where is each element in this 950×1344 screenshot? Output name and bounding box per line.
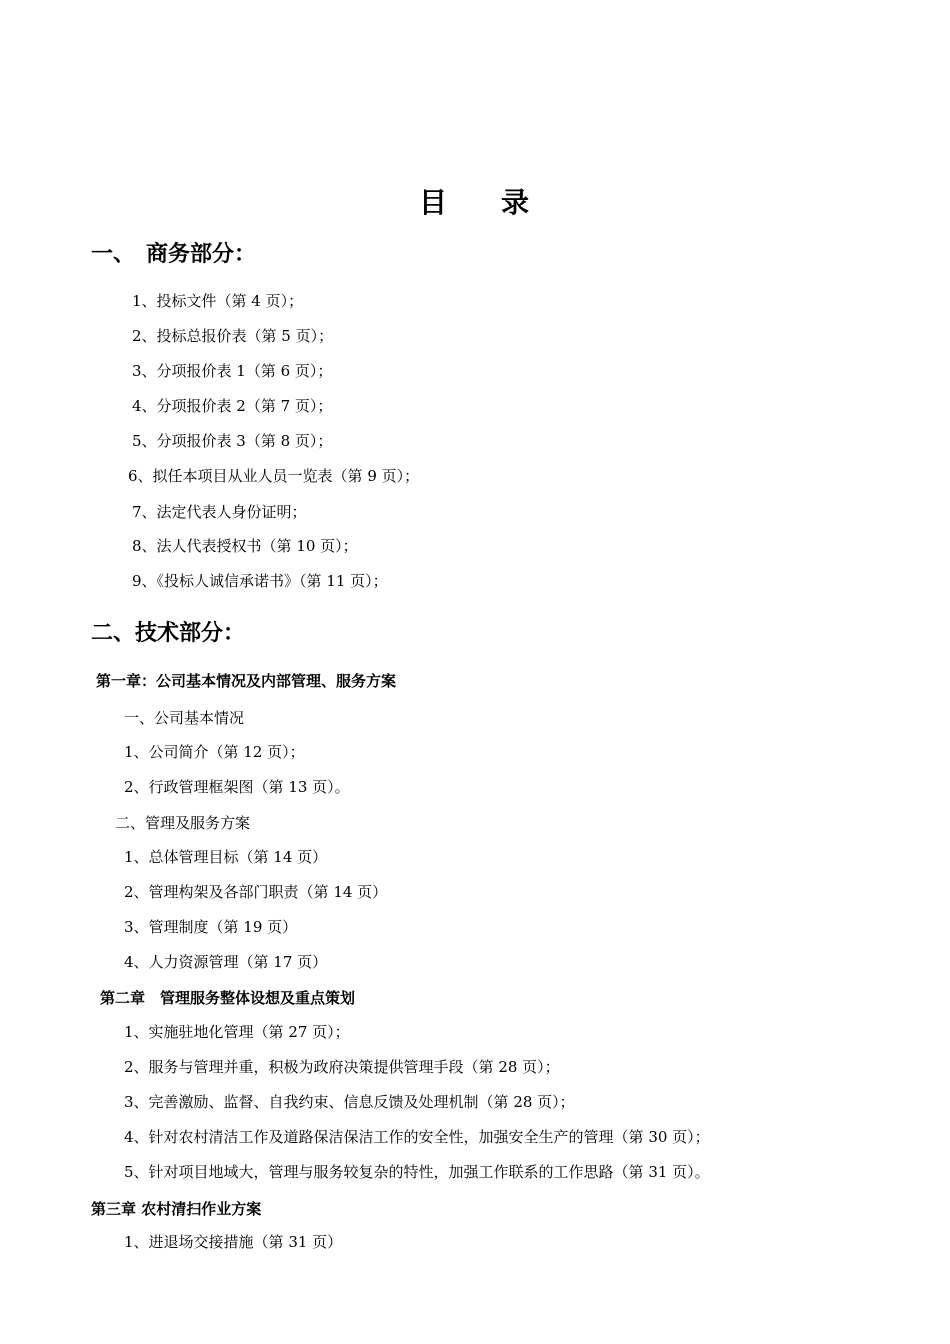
toc-title-char2: 录	[501, 186, 532, 219]
business-heading: 一、 商务部分：	[91, 241, 257, 267]
chapter1-sub2-item-3: 3、管理制度（第 19 页）	[124, 918, 298, 936]
chapter1-sub1-item-1: 1、公司简介（第 12 页）；	[124, 743, 305, 761]
business-item-8: 8、法人代表授权书（第 10 页）；	[132, 537, 358, 555]
toc-title-char1: 目	[418, 186, 449, 219]
chapter1-sub2-item-2: 2、管理构架及各部门职责（第 14 页）	[124, 883, 388, 901]
toc-title	[0, 181, 950, 221]
chapter1-sub1-item-2: 2、行政管理框架图（第 13 页）。	[124, 778, 350, 796]
business-item-9: 9、《投标人诚信承诺书》（第 11 页）；	[132, 572, 388, 590]
chapter3-title: 第三章 农村清扫作业方案	[91, 1200, 262, 1218]
chapter1-sub2-item-4: 4、人力资源管理（第 17 页）	[124, 953, 328, 971]
chapter2-item-5: 5、针对项目地域大，管理与服务较复杂的特性，加强工作联系的工作思路（第 31 页）。	[124, 1163, 710, 1181]
chapter2-item-1: 1、实施驻地化管理（第 27 页）；	[124, 1023, 350, 1041]
business-item-3: 3、分项报价表 1（第 6 页）；	[132, 362, 333, 380]
business-item-1: 1、投标文件（第 4 页）；	[132, 292, 304, 310]
chapter1-sub2: 二、管理及服务方案	[115, 814, 251, 832]
business-item-4: 4、分项报价表 2（第 7 页）；	[132, 397, 333, 415]
chapter1-title: 第一章：公司基本情况及内部管理、服务方案	[96, 672, 397, 690]
chapter1-sub1: 一、公司基本情况	[124, 709, 245, 727]
chapter2-item-3: 3、完善激励、监督、自我约束、信息反馈及处理机制（第 28 页）；	[124, 1093, 575, 1111]
chapter1-sub2-item-1: 1、总体管理目标（第 14 页）	[124, 848, 328, 866]
business-item-6: 6、拟任本项目从业人员一览表（第 9 页）；	[128, 467, 420, 485]
business-item-2: 2、投标总报价表（第 5 页）；	[132, 327, 334, 345]
chapter2-title: 第二章 管理服务整体设想及重点策划	[100, 989, 356, 1007]
technical-heading: 二、技术部分：	[91, 620, 246, 646]
business-item-5: 5、分项报价表 3（第 8 页）；	[132, 432, 333, 450]
chapter2-item-4: 4、针对农村清洁工作及道路保洁保洁工作的安全性，加强安全生产的管理（第 30 页）；	[124, 1128, 710, 1146]
business-item-7: 7、法定代表人身份证明；	[132, 503, 307, 521]
chapter3-item-1: 1、进退场交接措施（第 31 页）	[124, 1233, 343, 1251]
chapter2-item-2: 2、服务与管理并重，积极为政府决策提供管理手段（第 28 页）；	[124, 1058, 560, 1076]
